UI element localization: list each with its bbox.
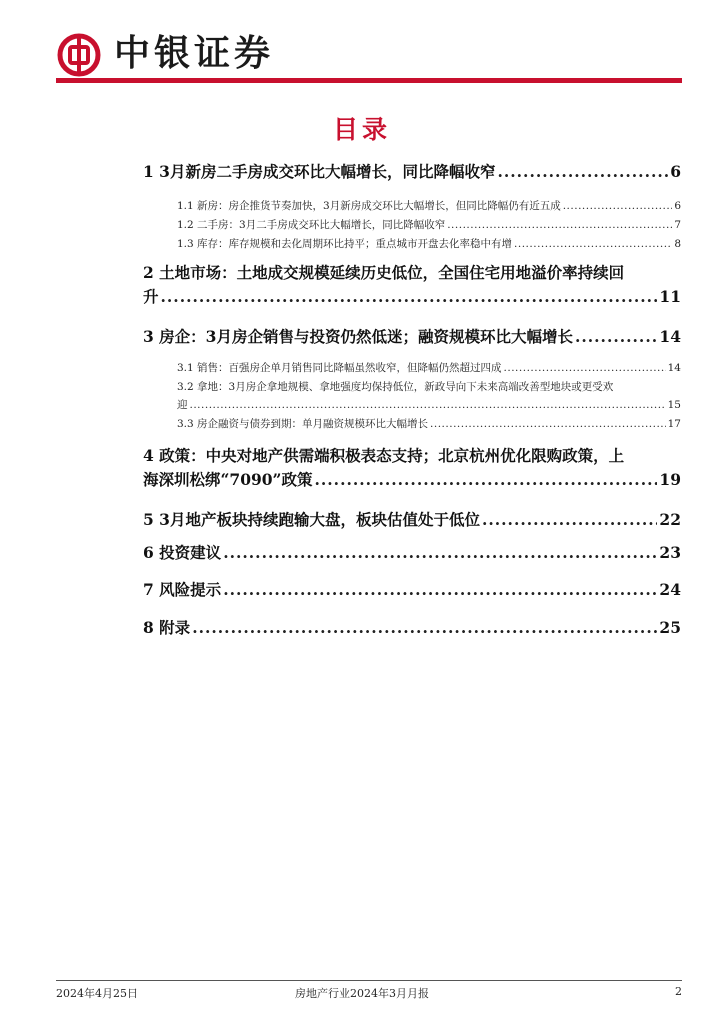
toc-entry-text: 4 政策：中央对地产供需端积极表态支持；北京杭州优化限购政策，上 [143, 446, 625, 465]
toc-entry-text: 2 土地市场：土地成交规模延续历史低位，全国住宅用地溢价率持续回 [143, 263, 625, 282]
bank-of-china-logo-icon [56, 32, 102, 78]
toc-page-number: 19 [659, 470, 681, 489]
toc-entry-text: 3.2 拿地：3月房企拿地规模、拿地强度均保持低位，新政导向下未来高端改善型地块或更受欢 [177, 381, 614, 393]
toc-page-number: 11 [659, 287, 681, 306]
toc-subentry[interactable] [177, 378, 681, 414]
toc-page-number: 24 [659, 580, 681, 599]
toc-entry[interactable] [143, 160, 681, 184]
toc-entry-text: 3 房企：3月房企销售与投资仍然低迷；融资规模环比大幅增长 [143, 327, 573, 346]
toc-entry-text: 升 [143, 287, 159, 306]
toc-entry-text: 1.1 新房：房企推货节奏加快，3月新房成交环比大幅增长，但同比降幅仍有近五成 [177, 200, 561, 212]
footer-divider [56, 980, 682, 981]
dot-leader [504, 359, 666, 377]
toc-page-number: 23 [659, 543, 681, 562]
dot-leader [223, 541, 657, 565]
header-divider [56, 78, 682, 83]
toc-page-number: 8 [674, 238, 681, 250]
toc-entry-text: 6 投资建议 [143, 543, 222, 562]
dot-leader [223, 578, 657, 602]
dot-leader [563, 197, 673, 215]
toc-entry-text: 1.2 二手房：3月二手房成交环比大幅增长，同比降幅收窄 [177, 219, 446, 231]
dot-leader [190, 396, 666, 414]
toc-page-number: 14 [659, 327, 681, 346]
toc-entry[interactable] [143, 325, 681, 349]
brand-name: 中银证券 [114, 33, 275, 74]
toc-subentry[interactable] [177, 359, 681, 377]
toc-entry-text: 3.3 房企融资与债券到期：单月融资规模环比大幅增长 [177, 418, 429, 430]
dot-leader [514, 235, 672, 253]
toc-subentry[interactable] [177, 415, 681, 433]
toc-entry-text: 3.1 销售：百强房企单月销售同比降幅虽然收窄，但降幅仍然超过四成 [177, 362, 502, 374]
dot-leader [447, 216, 672, 234]
toc-page-number: 22 [659, 510, 681, 529]
toc-entry-text: 5 3月地产板块持续跑输大盘，板块估值处于低位 [143, 510, 480, 529]
toc-subentry[interactable] [177, 197, 681, 215]
page-header [56, 30, 682, 76]
toc-page-number: 17 [667, 418, 681, 430]
toc-page-number: 6 [674, 200, 681, 212]
toc-entry-text: 1.3 库存：库存规模和去化周期环比持平；重点城市开盘去化率稳中有增 [177, 238, 513, 250]
toc-subentry[interactable] [177, 235, 681, 253]
footer-report-name: 房地产行业2024年3月月报 [295, 987, 429, 1000]
toc-page-number: 6 [670, 162, 681, 181]
dot-leader [161, 285, 658, 309]
toc-entry[interactable] [143, 578, 681, 602]
footer-page-number: 2 [675, 985, 682, 998]
toc-entry-text: 8 附录 [143, 618, 191, 637]
toc-page-number: 7 [674, 219, 681, 231]
toc-entry[interactable] [143, 541, 681, 565]
toc-entry[interactable] [143, 616, 681, 640]
dot-leader [482, 508, 657, 532]
toc-subentry[interactable] [177, 216, 681, 234]
toc-page-number: 25 [659, 618, 681, 637]
toc-entry-text: 迎 [177, 399, 188, 411]
dot-leader [314, 468, 657, 492]
toc-page-number: 14 [667, 362, 681, 374]
toc-entry-text: 1 3月新房二手房成交环比大幅增长，同比降幅收窄 [143, 162, 496, 181]
toc-entry-text: 海深圳松绑“7090”政策 [143, 470, 313, 489]
dot-leader [430, 415, 666, 433]
toc-entry[interactable] [143, 508, 681, 532]
toc-entry-text: 7 风险提示 [143, 580, 222, 599]
dot-leader [575, 325, 657, 349]
toc-entry[interactable] [143, 444, 681, 492]
toc-entry[interactable] [143, 261, 681, 309]
toc-page-number: 15 [667, 399, 681, 411]
dot-leader [497, 160, 668, 184]
toc-title: 目录 [332, 115, 391, 144]
footer-date: 2024年4月25日 [56, 987, 138, 1000]
dot-leader [192, 616, 657, 640]
